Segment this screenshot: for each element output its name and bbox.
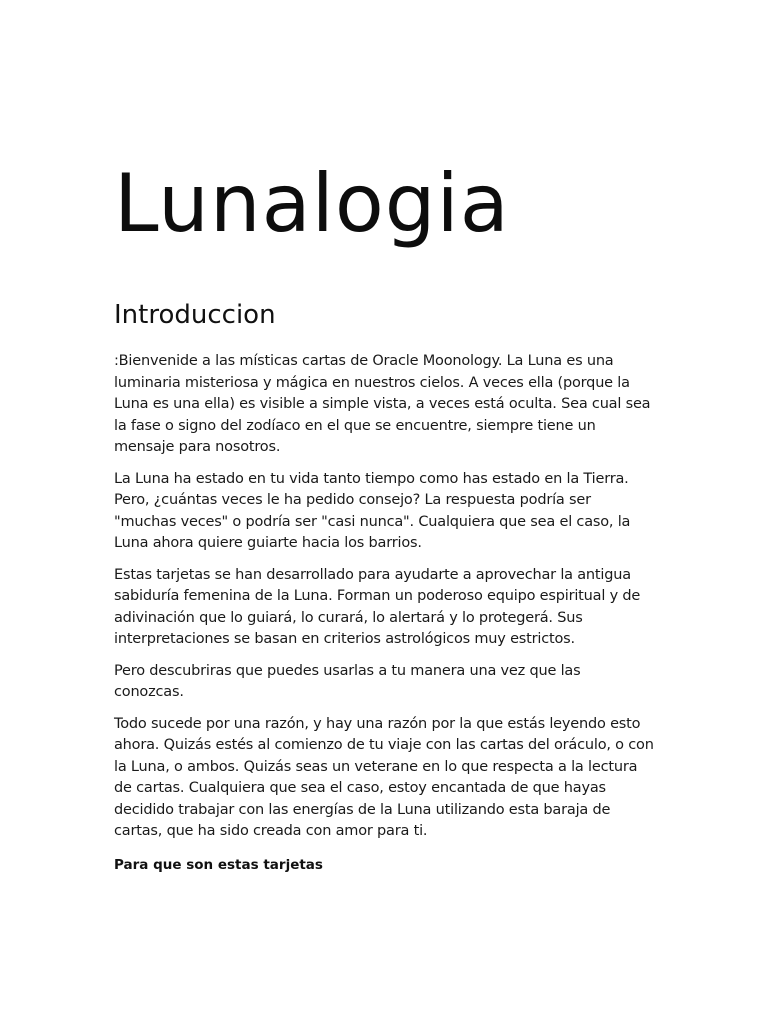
paragraph-2: La Luna ha estado en tu vida tanto tiempo como has estado en la Tierra. Pero, ¿cuántas veces le ha pedido consejo? La respuesta podría ser "muchas veces" o podría ser "casi nunca". Cualquiera que sea el caso, la Luna ahora quiere guiarte hacia los barrios.	[114, 470, 631, 551]
body-text	[114, 351, 654, 876]
document-title: Lunalogia	[114, 157, 510, 250]
paragraph-4: Pero descubriras que puedes usarlas a tu manera una vez que las conozcas.	[114, 662, 581, 700]
paragraph-5: Todo sucede por una razón, y hay una razón por la que estás leyendo esto ahora. Quizás estés al comienzo de tu viaje con las cartas del oráculo, o con la Luna, o ambos. Quizás seas un veterane en lo que respecta a la lectura de cartas. Cualquiera que sea el caso, estoy encantada de que hayas decidido trabajar con las energías de la Luna utilizando esta baraja de cartas, que ha sido creada con amor para ti.	[114, 715, 654, 839]
subheading-para-que-son: Para que son estas tarjetas	[114, 856, 323, 873]
paragraph-3: Estas tarjetas se han desarrollado para ayudarte a aprovechar la antigua sabiduría femenina de la Luna. Forman un poderoso equipo espiritual y de adivinación que lo guiará, lo curará, lo alertará y lo protegerá. Sus interpretaciones se basan en criterios astrológicos muy estrictos.	[114, 566, 641, 647]
paragraph-1: :Bienvenide a las místicas cartas de Oracle Moonology. La Luna es una luminaria misteriosa y mágica en nuestros cielos. A veces ella (porque la Luna es una ella) es visible a simple vista, a veces está oculta. Sea cual sea la fase o signo del zodíaco en el que se encuentre, siempre tiene un mensaje para nosotros.	[114, 353, 651, 455]
section-heading-introduccion: Introduccion	[114, 300, 276, 330]
